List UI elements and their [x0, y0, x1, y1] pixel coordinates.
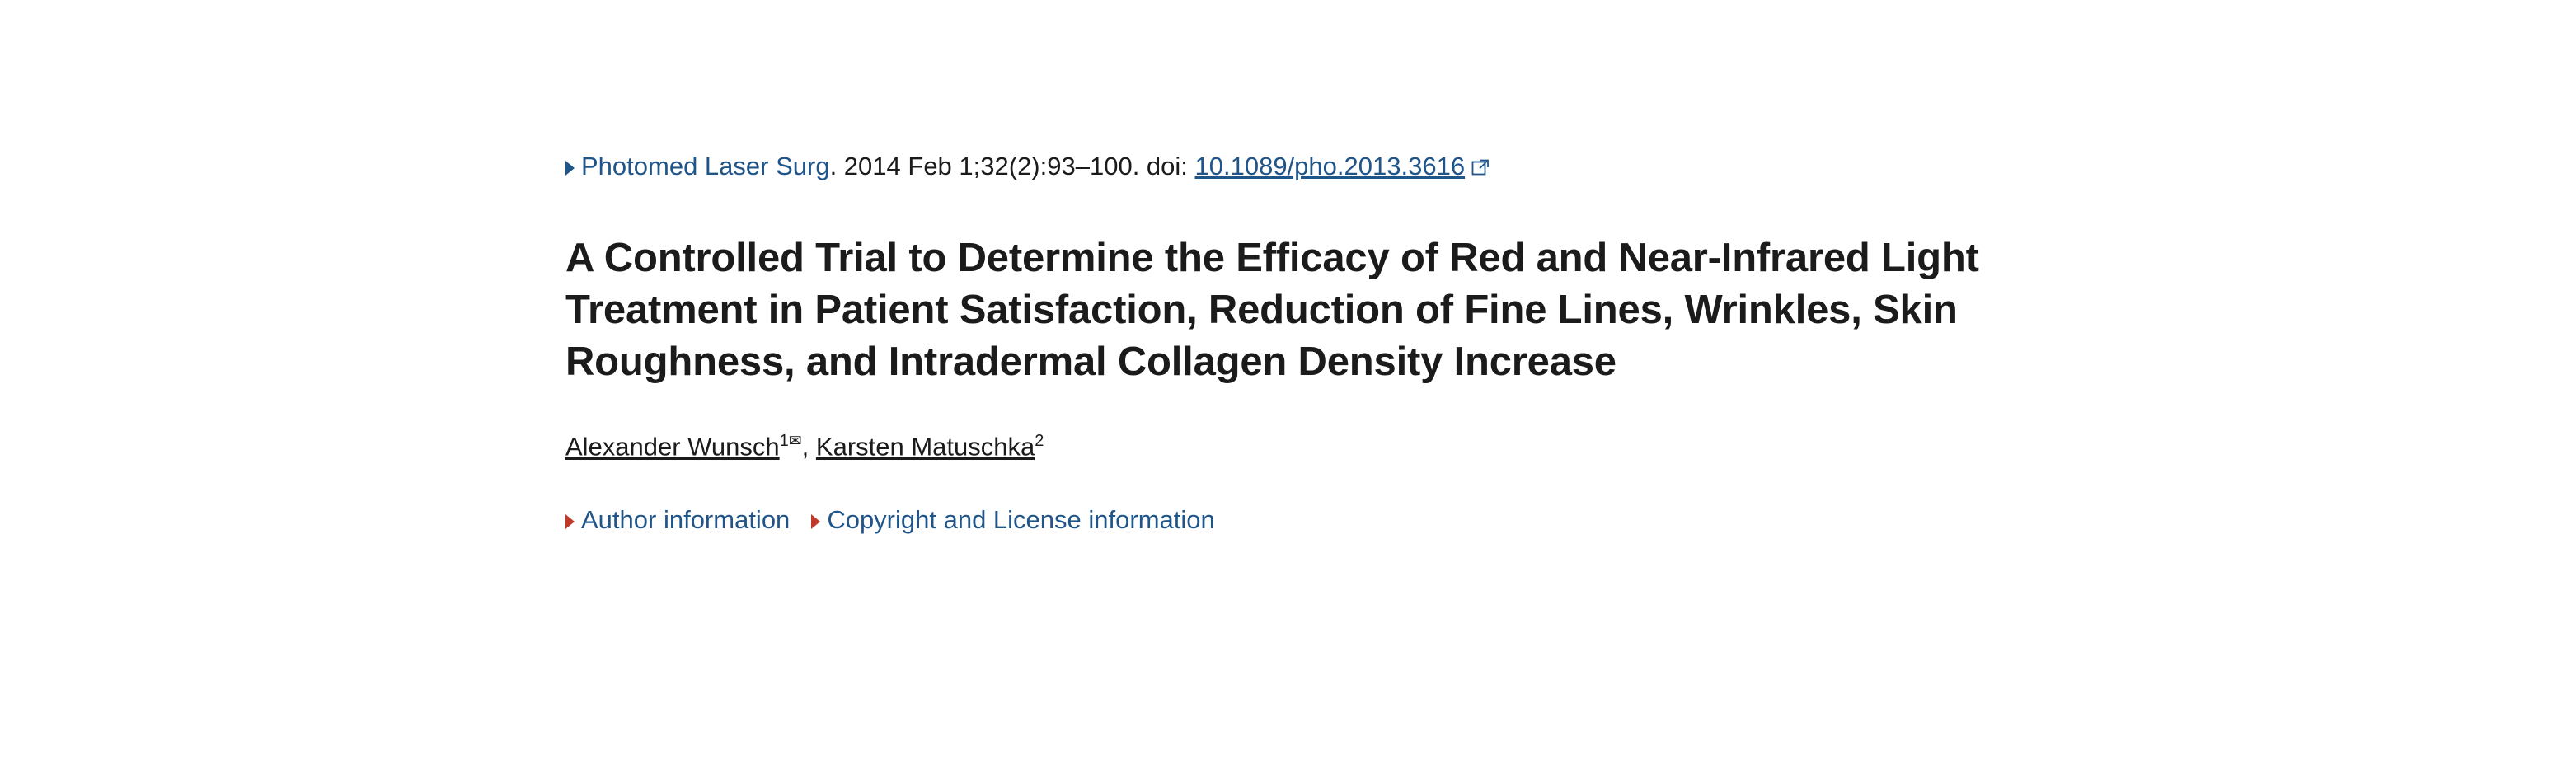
triangle-right-icon [565, 161, 575, 176]
doi-link[interactable]: 10.1089/pho.2013.3616 [1194, 152, 1466, 180]
corresponding-author-icon[interactable]: ✉ [788, 433, 802, 451]
author-link-2[interactable]: Karsten Matuschka [815, 432, 1035, 461]
article-header-content [565, 0, 2214, 536]
triangle-right-icon-author-info [565, 514, 575, 529]
author-information-link[interactable]: Author information [581, 505, 791, 535]
author-affiliation-2: 2 [1035, 432, 1044, 451]
meta-links [565, 504, 2214, 536]
author-list [565, 430, 2214, 464]
citation-line [565, 150, 2214, 183]
citation-details: . 2014 Feb 1;32(2):93–100. doi: [829, 152, 1195, 180]
copyright-license-link[interactable]: Copyright and License information [827, 505, 1215, 535]
page-title: A Controlled Trial to Determine the Efficacy of Red and Near-Infrared Light Treatment in Patient Satisfaction, Reduction of Fine Lines, Wrinkles, Skin Roughness, and Intradermal Collagen Density Increase [565, 236, 1979, 384]
author-affiliation-1: 1 [779, 432, 789, 451]
author-link-1[interactable]: Alexander Wunsch [565, 432, 780, 461]
author-separator: , [801, 432, 816, 461]
external-link-icon[interactable] [1471, 152, 1490, 185]
journal-link[interactable]: Photomed Laser Surg [581, 152, 830, 180]
triangle-right-icon-copyright [811, 514, 820, 529]
